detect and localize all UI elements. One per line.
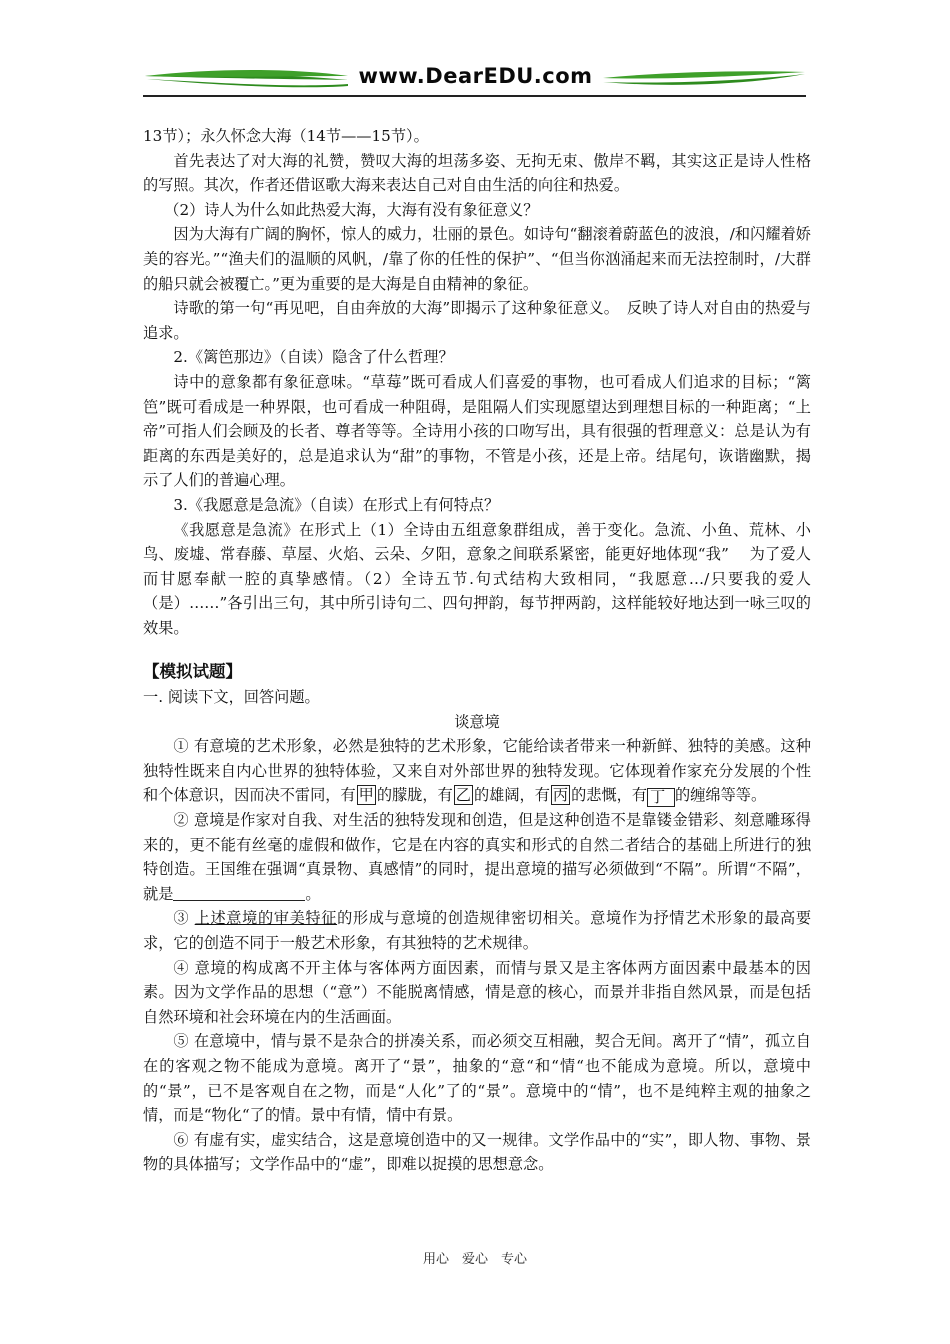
document-body: [143, 124, 811, 1177]
site-header-banner: [143, 62, 808, 96]
header-rule: [143, 95, 806, 97]
article-paragraph-1: ① 有意境的艺术形象，必然是独特的艺术形象，它能给读者带来一种新鲜、独特的美感。这种独特性既来自内心世界的独特体验，又来自对外部世界的独特发现。它体现着作家充分发展的个性和个体意识，因而决不雷同，有 甲 的朦胧，有 乙 的雄阔，有 丙 的悲慨，有 丁 的缠绵等等。: [143, 737, 811, 807]
underlined-phrase: 上述意境的审美特征: [194, 909, 338, 928]
page-footer: 用心 爱心 专心: [422, 1252, 527, 1267]
article-paragraph-2: ② 意境是作家对自我、对生活的独特发现和创造，但是这种创造不是靠镂金错彩、刻意雕琢得来的，更不能有丝毫的虚假和做作，它是在内容的真实和形式的自然二者结合的基础上所进行的独特创造。王国维在强调“真景物、真感情”的同时，提出意境的描写必须做到“不隔”。所谓“不隔”，就是 。: [143, 811, 811, 903]
paragraph-fence-answer: 诗中的意象都有象征意味。“草莓”既可看成人们喜爱的事物，也可看成人们追求的目标；“篱笆”既可看成是一种界限，也可看成一种阻碍，是阻隔人们实现愿望达到理想目标的一种距离；“上帝”可指人们会顾及的长者、尊者等等。全诗用小孩的口吻写出，具有很强的哲理意义：总是认为有距离的东西是美好的，总是追求认为“甜”的事物，不管是小孩，还是上帝。结尾句，诙谐幽默，揭示了人们的普遍心理。: [143, 372, 811, 490]
blank-box-bing: 丙: [552, 786, 569, 805]
question-2: （2）诗人为什么如此热爱大海，大海有没有象征意义？: [164, 200, 539, 219]
section-heading: 【模拟试题】: [143, 662, 242, 682]
blank-box-jia: 甲: [358, 786, 374, 805]
paragraph-continued: 13节）；永久怀念大海（14节——15节）。: [143, 127, 429, 145]
article-title: 谈意境: [454, 712, 500, 731]
site-url: www.DearEDU.com: [358, 64, 593, 88]
paragraph-torrent-answer: 《我愿意是急流》在形式上（1）全诗由五组意象群组成，善于变化。急流、小鱼、荒林、小鸟、废墟、常春藤、草屋、火焰、云朵、夕阳，意象之间联系紧密，能更好地体现“我” 为了爱人而甘愿奉献一腔的真挚感情。（2）全诗五节.句式结构大致相同，“我愿意…/只要我的爱人（是）……”各引出三句，其中所引诗句二、四句押韵，每节押两韵，这样能较好地达到一咏三叹的效果。: [143, 520, 811, 637]
fill-in-blank: [173, 884, 305, 901]
reading-instruction: 一. 阅读下文，回答问题。: [143, 688, 320, 707]
article-paragraph-5: ⑤ 在意境中，情与景不是杂合的拼凑关系，而必须交互相融，契合无间。离开了“情”，孤立自在的客观之物不能成为意境。离开了“景”，抽象的“意“和“情“也不能成为意境。所以，意境中的“景”，已不是客观自在之物，而是“人化”了的“景”。意境中的“情”，也不是纯粹主观的抽象之情，而是“物化“了的情。景中有情，情中有景。: [143, 1032, 811, 1125]
paragraph-praise: 首先表达了对大海的礼赞，赞叹大海的坦荡多姿、无拘无束、傲岸不羁，其实这正是诗人性格的写照。其次，作者还借讴歌大海来表达自己对自由生活的向往和热爱。: [143, 151, 811, 195]
blank-box-yi: 乙: [455, 786, 471, 805]
blank-box-ding: 丁: [647, 788, 675, 807]
article-paragraph-3: ③ 上述意境的审美特征的形成与意境的创造规律密切相关。意境作为抒情艺术形象的最高要求，它的创造不同于一般艺术形象，有其独特的艺术规律。: [143, 909, 812, 952]
article-paragraph-4: ④ 意境的构成离不开主体与客体两方面因素，而情与景又是主客体两方面因素中最基本的因素。因为文学作品的思想（“意”）不能脱离情感，情是意的核心，而景并非指自然风景，而是包括自然环境和社会环境在内的生活画面。: [143, 958, 811, 1026]
paragraph-symbol: 诗歌的第一句“再见吧，自由奔放的大海”即揭示了这种象征意义。 反映了诗人对自由的热爱与追求。: [143, 299, 811, 342]
question-torrent: 3.《我愿意是急流》（自读）在形式上有何特点？: [173, 495, 500, 514]
article-paragraph-6: ⑥ 有虚有实，虚实结合，这是意境创造中的又一规律。文学作品中的“实”，即人物、事物、景物的具体描写；文学作品中的“虚”，即难以捉摸的思想意念。: [143, 1130, 811, 1174]
paragraph-sea-answer: 因为大海有广阔的胸怀，惊人的威力，壮丽的景色。如诗句“翻滚着蔚蓝色的波浪，/和闪耀着娇美的容光。”“渔夫们的温顺的风帆，/靠了你的任性的保护”、“但当你汹涌起来而无法控制时，/大群的船只就会被覆亡。”更为重要的是大海是自由精神的象征。: [143, 225, 811, 293]
question-fence: 2.《篱笆那边》（自读）隐含了什么哲理？: [173, 348, 454, 367]
